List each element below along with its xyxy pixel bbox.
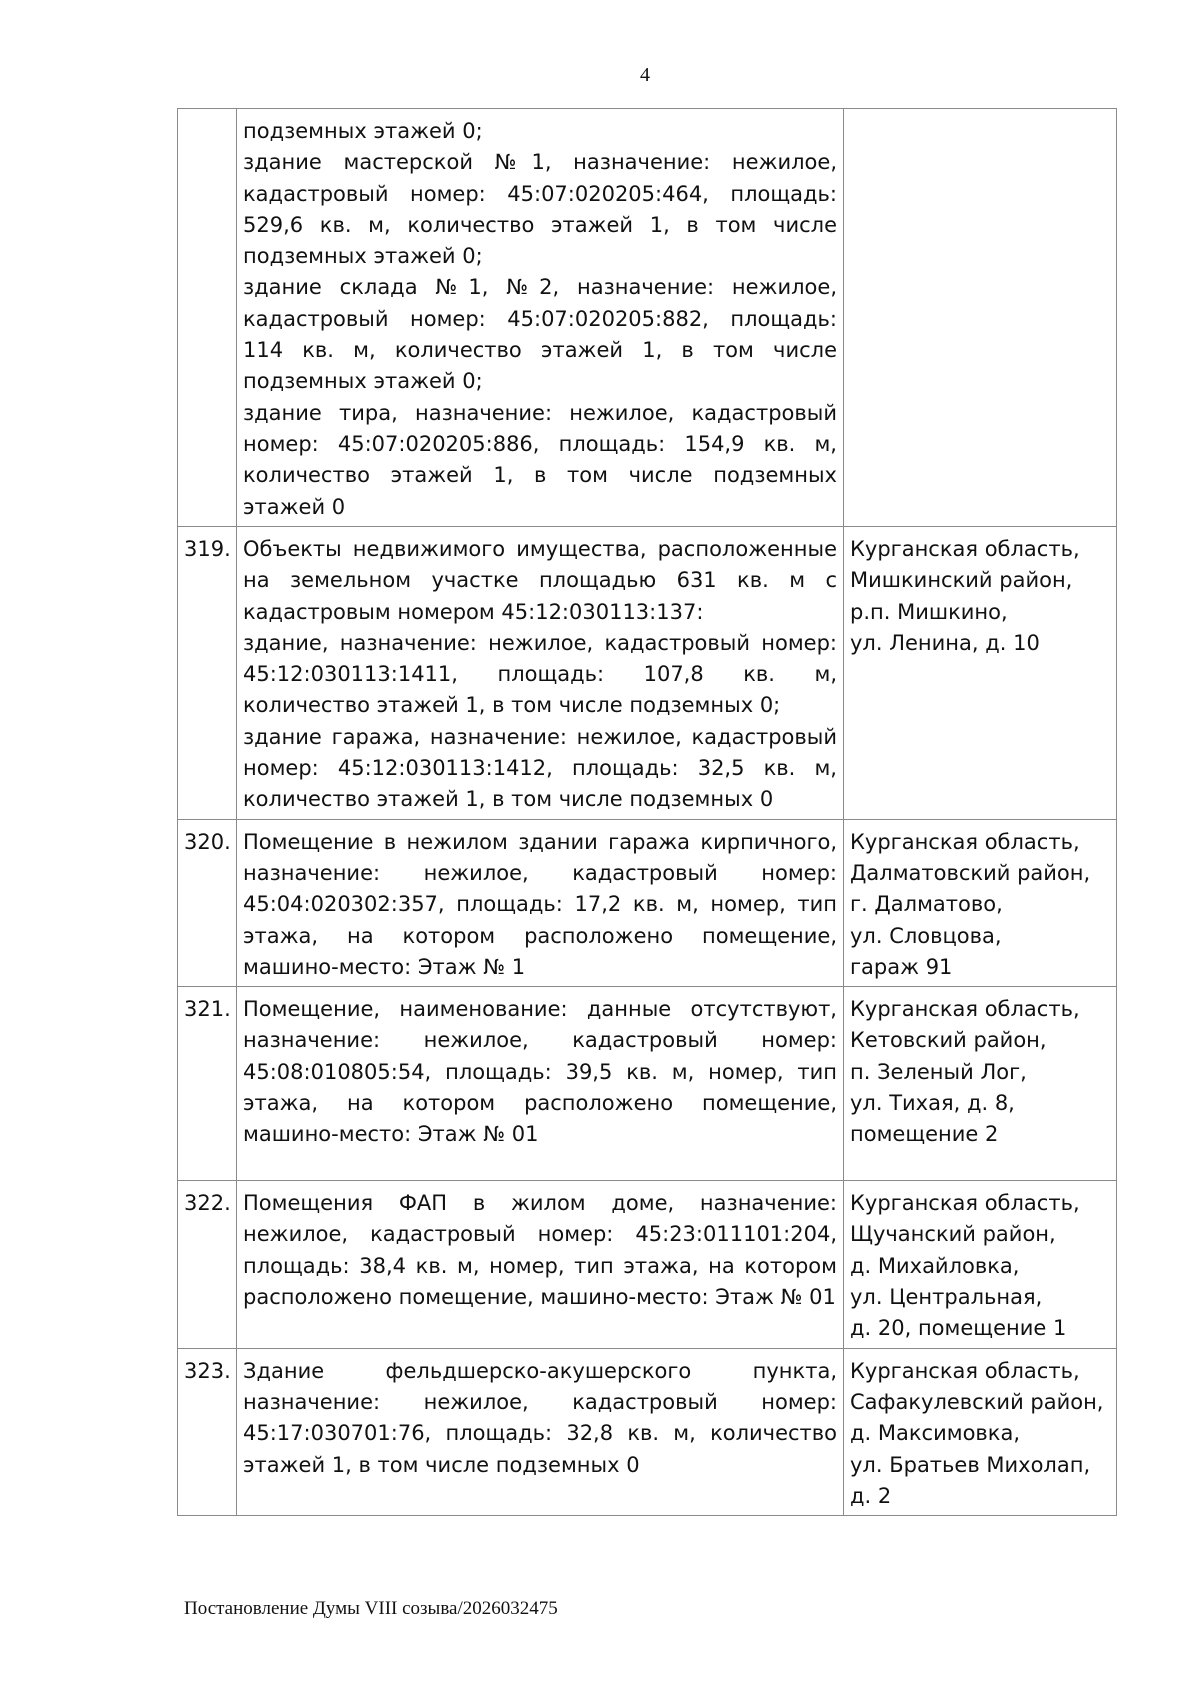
object-address: [844, 109, 1117, 527]
object-address: Курганская область, Щучанский район, д. Михайловка, ул. Центральная, д. 20, помещение 1: [844, 1181, 1117, 1348]
table-row: [178, 1181, 1117, 1348]
table-row: [178, 1348, 1117, 1515]
row-number: 321.: [178, 987, 237, 1181]
table-row: [178, 987, 1117, 1181]
row-number: 322.: [178, 1181, 237, 1348]
object-description: подземных этажей 0; здание мастерской №1, назначение: нежилое, кадастровый номер: 45:07:020205:464, площадь: 529,6 кв. м, количество этажей 1, в том числе подземных этажей 0; здание склада №1, №2, назначение: нежилое, кадастровый номер: 45:07:020205:882, площадь: 114 кв. м, количество этажей 1, в том числе подземных этажей 0; здание тира, назначение: нежилое, кадастровый номер: 45:07:020205:886, площадь: 154,9 кв. м, количество этажей 1, в том числе подземных этажей 0: [237, 109, 844, 527]
object-address: Курганская область, Далматовский район, г. Далматово, ул. Словцова, гараж 91: [844, 819, 1117, 986]
page-number: 4: [640, 64, 650, 86]
table-row: [178, 819, 1117, 986]
object-address: Курганская область, Кетовский район, п. Зеленый Лог, ул. Тихая, д. 8, помещение 2: [844, 987, 1117, 1181]
object-description: Здание фельдшерско-акушерского пункта, назначение: нежилое, кадастровый номер: 45:17:030701:76, площадь: 32,8 кв. м, количество этажей 1, в том числе подземных 0: [237, 1348, 844, 1515]
row-number: 320.: [178, 819, 237, 986]
row-number: 323.: [178, 1348, 237, 1515]
object-description: Объекты недвижимого имущества, расположенные на земельном участке площадью 631 кв. м с кадастровым номером 45:12:030113:137: здание, назначение: нежилое, кадастровый номер: 45:12:030113:1411, площадь: 107,8 кв. м, количество этажей 1, в том числе подземных 0; здание гаража, назначение: нежилое, кадастровый номер: 45:12:030113:1412, площадь: 32,5 кв. м, количество этажей 1, в том числе подземных 0: [237, 527, 844, 820]
object-description: Помещения ФАП в жилом доме, назначение: нежилое, кадастровый номер: 45:23:011101:204, площадь: 38,4 кв. м, номер, тип этажа, на котором расположено помещение, машино-место: Этаж № 01: [237, 1181, 844, 1348]
row-number: [178, 109, 237, 527]
object-address: Курганская область, Мишкинский район, р.п. Мишкино, ул. Ленина, д. 10: [844, 527, 1117, 820]
table-row: [178, 527, 1117, 820]
object-address: Курганская область, Сафакулевский район, д. Максимовка, ул. Братьев Михолап, д. 2: [844, 1348, 1117, 1515]
document-footer: Постановление Думы VIII созыва/2026032475: [184, 1598, 558, 1619]
object-description: Помещение, наименование: данные отсутствуют, назначение: нежилое, кадастровый номер: 45:08:010805:54, площадь: 39,5 кв. м, номер, тип этажа, на котором расположено помещение, машино-место: Этаж № 01: [237, 987, 844, 1181]
table-row: [178, 109, 1117, 527]
row-number: 319.: [178, 527, 237, 820]
property-table: [177, 108, 1117, 1516]
object-description: Помещение в нежилом здании гаража кирпичного, назначение: нежилое, кадастровый номер: 45:04:020302:357, площадь: 17,2 кв. м, номер, тип этажа, на котором расположено помещение, машино-место: Этаж № 1: [237, 819, 844, 986]
